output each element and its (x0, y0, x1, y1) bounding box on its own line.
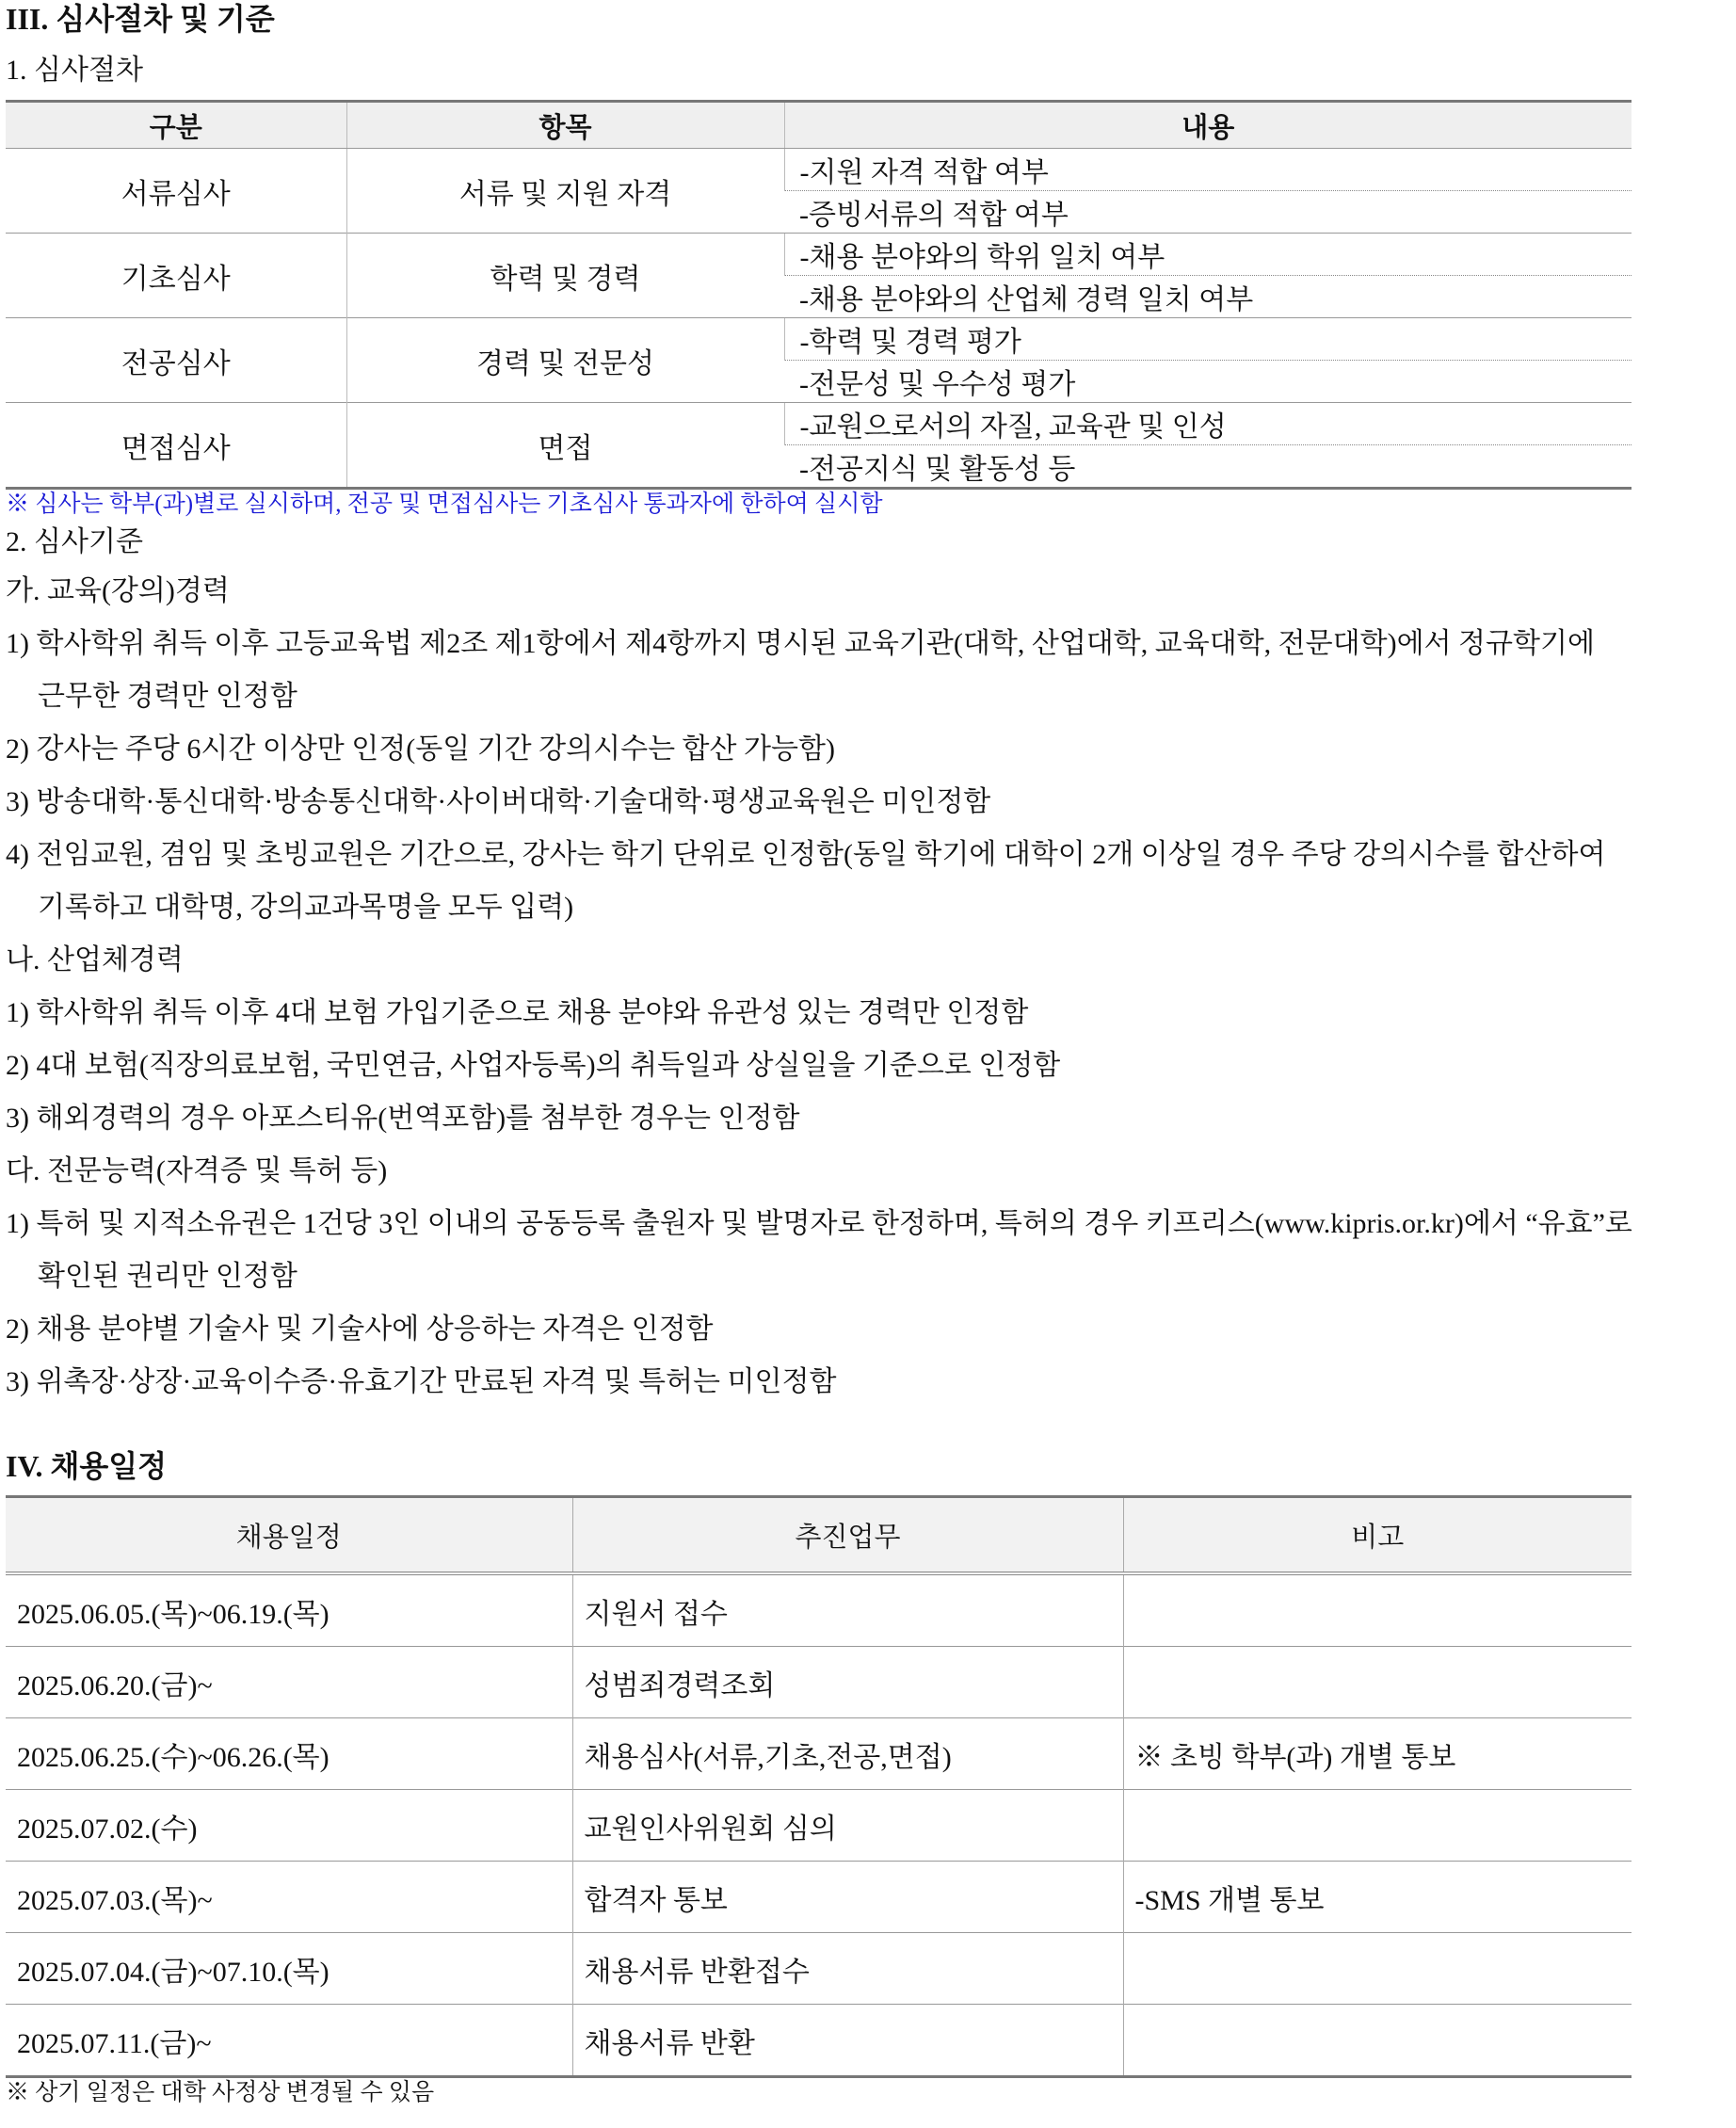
criteria-a-item: 근무한 경력만 인정함 (38, 681, 297, 712)
schedule-remark (1123, 1790, 1632, 1862)
header-remark: 비고 (1123, 1497, 1632, 1574)
stage-cell: 전공심사 (6, 318, 346, 403)
schedule-date: 2025.07.11.(금)~ (6, 2005, 572, 2077)
table-row (6, 1862, 1632, 1933)
criteria-c-item: 2) 채용 분야별 기술사 및 기술사에 상응하는 자격은 인정함 (6, 1314, 714, 1345)
schedule-task: 채용심사(서류,기초,전공,면접) (572, 1718, 1123, 1790)
schedule-note: ※ 상기 일정은 대학 사정상 변경될 수 있음 (6, 2080, 435, 2105)
schedule-date: 2025.06.20.(금)~ (6, 1647, 572, 1718)
schedule-date: 2025.06.05.(목)~06.19.(목) (6, 1573, 572, 1647)
criteria-a-item: 2) 강사는 주당 6시간 이상만 인정(동일 기간 강의시수는 합산 가능함) (6, 734, 835, 765)
subsection2-title: 2. 심사기준 (6, 526, 143, 557)
content-cell: -학력 및 경력 평가 (784, 318, 1632, 361)
table-row (6, 149, 1632, 191)
screening-note: ※ 심사는 학부(과)별로 실시하며, 전공 및 면접심사는 기초심사 통과자에 한하여 실시함 (6, 492, 883, 517)
stage-cell: 서류심사 (6, 149, 346, 234)
schedule-remark (1123, 1647, 1632, 1718)
schedule-task: 지원서 접수 (572, 1573, 1123, 1647)
schedule-task: 채용서류 반환접수 (572, 1933, 1123, 2005)
criteria-a-item: 1) 학사학위 취득 이후 고등교육법 제2조 제1항에서 제4항까지 명시된 교육기관(대학, 산업대학, 교육대학, 전문대학)에서 정규학기에 (6, 628, 1595, 659)
schedule-date: 2025.07.03.(목)~ (6, 1862, 572, 1933)
schedule-task: 교원인사위원회 심의 (572, 1790, 1123, 1862)
table-row (6, 1573, 1632, 1647)
schedule-date: 2025.07.04.(금)~07.10.(목) (6, 1933, 572, 2005)
item-cell: 면접 (346, 403, 784, 489)
header-content: 내용 (784, 102, 1632, 149)
stage-cell: 면접심사 (6, 403, 346, 489)
schedule-date: 2025.06.25.(수)~06.26.(목) (6, 1718, 572, 1790)
content-cell: -전공지식 및 활동성 등 (784, 445, 1632, 489)
table-row (6, 2005, 1632, 2077)
criteria-b-item: 1) 학사학위 취득 이후 4대 보험 가입기준으로 채용 분야와 유관성 있는 경력만 인정함 (6, 997, 1029, 1028)
content-cell: -교원으로서의 자질, 교육관 및 인성 (784, 403, 1632, 445)
table-row (6, 1933, 1632, 2005)
schedule-remark (1123, 1933, 1632, 2005)
item-cell: 서류 및 지원 자격 (346, 149, 784, 234)
criteria-b-item: 3) 해외경력의 경우 아포스티유(번역포함)를 첨부한 경우는 인정함 (6, 1103, 800, 1134)
content-cell: -채용 분야와의 학위 일치 여부 (784, 234, 1632, 276)
table-row (6, 403, 1632, 445)
table-row (6, 234, 1632, 276)
subsection1-title: 1. 심사절차 (6, 55, 143, 86)
schedule-header-row (6, 1497, 1632, 1574)
schedule-date: 2025.07.02.(수) (6, 1790, 572, 1862)
schedule-remark: ※ 초빙 학부(과) 개별 통보 (1123, 1718, 1632, 1790)
criteria-c-item: 3) 위촉장·상장·교육이수증·유효기간 만료된 자격 및 특허는 미인정함 (6, 1366, 837, 1397)
criteria-a-title: 가. 교육(강의)경력 (6, 575, 230, 606)
schedule-task: 합격자 통보 (572, 1862, 1123, 1933)
header-item: 항목 (346, 102, 784, 149)
criteria-c-item: 확인된 권리만 인정함 (38, 1261, 297, 1292)
section3-title: III. 심사절차 및 기준 (6, 2, 275, 36)
schedule-task: 성범죄경력조회 (572, 1647, 1123, 1718)
table-row (6, 318, 1632, 361)
criteria-a-item: 4) 전임교원, 겸임 및 초빙교원은 기간으로, 강사는 학기 단위로 인정함(동일 학기에 대학이 2개 이상일 경우 주당 강의시수를 합산하여 (6, 839, 1606, 870)
criteria-a-item: 3) 방송대학·통신대학·방송통신대학·사이버대학·기술대학·평생교육원은 미인정함 (6, 786, 991, 817)
schedule-task: 채용서류 반환 (572, 2005, 1123, 2077)
criteria-c-title: 다. 전문능력(자격증 및 특허 등) (6, 1155, 388, 1186)
header-task: 추진업무 (572, 1497, 1123, 1574)
stage-cell: 기초심사 (6, 234, 346, 318)
criteria-b-item: 2) 4대 보험(직장의료보험, 국민연금, 사업자등록)의 취득일과 상실일을 기준으로 인정함 (6, 1050, 1061, 1081)
content-cell: -증빙서류의 적합 여부 (784, 191, 1632, 234)
table-row (6, 1718, 1632, 1790)
section4-title: IV. 채용일정 (6, 1449, 168, 1483)
item-cell: 경력 및 전문성 (346, 318, 784, 403)
criteria-a-item: 기록하고 대학명, 강의교과목명을 모두 입력) (38, 892, 574, 923)
schedule-table (6, 1495, 1632, 2078)
item-cell: 학력 및 경력 (346, 234, 784, 318)
header-schedule: 채용일정 (6, 1497, 572, 1574)
content-cell: -채용 분야와의 산업체 경력 일치 여부 (784, 276, 1632, 318)
schedule-remark (1123, 1573, 1632, 1647)
header-stage: 구분 (6, 102, 346, 149)
criteria-c-item: 1) 특허 및 지적소유권은 1건당 3인 이내의 공동등록 출원자 및 발명자로 한정하며, 특허의 경우 키프리스(www.kipris.or.kr)에서 “유효”로 (6, 1208, 1632, 1239)
screening-table (6, 100, 1632, 490)
table-row (6, 1790, 1632, 1862)
content-cell: -지원 자격 적합 여부 (784, 149, 1632, 191)
screening-header-row (6, 102, 1632, 149)
content-cell: -전문성 및 우수성 평가 (784, 361, 1632, 403)
table-row (6, 1647, 1632, 1718)
schedule-remark (1123, 2005, 1632, 2077)
criteria-b-title: 나. 산업체경력 (6, 944, 184, 975)
schedule-remark: -SMS 개별 통보 (1123, 1862, 1632, 1933)
